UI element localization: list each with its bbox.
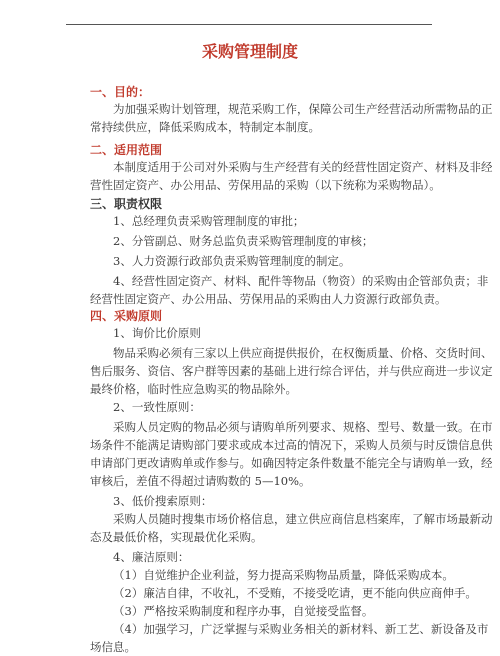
principle-label: 2、一致性原则： <box>113 400 201 414</box>
text-line: 营性固定资产、办公用品、劳保用品的采购（以下统称为采购物品）。 <box>90 178 441 192</box>
section-scope-heading: 二、适用范围 <box>90 143 163 157</box>
principle-label: 4、廉洁原则： <box>113 550 190 564</box>
duty-item: 3、人力资源行政部负责采购管理制度的制定。 <box>113 254 351 268</box>
text-line: 态及最低价格，实现最优化采购。 <box>90 530 263 544</box>
duty-item: 2、分管副总、财务总监负责采购管理制度的审核； <box>113 234 374 248</box>
integrity-item: （1）自觉维护企业利益，努力提高采购物品质量，降低采购成本。 <box>113 568 454 582</box>
text-line: 最终价格，临时性应急购买的物品除外。 <box>90 382 297 396</box>
text-line: （4）加强学习，广泛掌握与采购业务相关的新材料、新工艺、新设备及市 <box>113 622 489 636</box>
text-line: 本制度适用于公司对外采购与生产经营有关的经营性固定资产、材料及非经 <box>113 160 493 174</box>
duty-item <box>90 272 489 308</box>
principle-label: 1、询价比价原则 <box>113 326 201 340</box>
header-rule <box>66 24 432 25</box>
text-line: 常持续供应，降低采购成本，特制定本制度。 <box>90 120 320 134</box>
duty-item: 1、总经理负责采购管理制度的审批； <box>113 214 305 228</box>
text-line: 场条件不能满足请购部门要求或成本过高的情况下，采购人员须与时反馈信息供 <box>90 438 493 452</box>
text-line: 4、经营性固定资产、材料、配件等物品（物资）的采购由企管部负责；非 <box>113 274 489 288</box>
section-purpose-heading: 一、目的： <box>90 85 151 99</box>
page-title: 采购管理制度 <box>201 42 298 61</box>
integrity-item: （3）严格按采购制度和程序办事，自觉接受监督。 <box>113 604 374 618</box>
section-purpose-body <box>90 100 493 136</box>
text-line: 审核后，差值不得超过请购数的 5—10%。 <box>90 474 311 488</box>
integrity-item <box>90 620 489 656</box>
principle-label: 3、低价搜索原则： <box>113 494 213 508</box>
text-line: 申请部门更改请购单或作参与。如确因特定条件数量不能完全与请购单一致，经 <box>90 456 493 470</box>
text-line: 物品采购必须有三家以上供应商提供报价，在权衡质量、价格、交货时间、 <box>113 346 493 360</box>
principle-body <box>90 418 493 490</box>
text-line: 售后服务、资信、客户群等因素的基础上进行综合评估，并与供应商进一步议定 <box>90 364 493 378</box>
principle-body <box>90 510 493 546</box>
text-line: 场信息。 <box>90 640 136 654</box>
text-line: 采购人员随时搜集市场价格信息，建立供应商信息档案库，了解市场最新动 <box>113 512 493 526</box>
section-principles-heading: 四、采购原则 <box>90 309 163 323</box>
text-line: 采购人员定购的物品必须与请购单所列要求、规格、型号、数量一致。在市 <box>113 420 493 434</box>
integrity-item: （2）廉洁自律，不收礼，不受贿，不接受吃请，更不能向供应商伸手。 <box>113 586 477 600</box>
text-line: 为加强采购计划管理，规范采购工作，保障公司生产经营活动所需物品的正 <box>113 102 493 116</box>
section-scope-body <box>90 158 493 194</box>
principle-body <box>90 344 493 398</box>
section-duties-heading: 三、职责权限 <box>90 197 163 211</box>
text-line: 经营性固定资产、办公用品、劳保用品的采购由人力资源行政部负责。 <box>90 292 447 306</box>
